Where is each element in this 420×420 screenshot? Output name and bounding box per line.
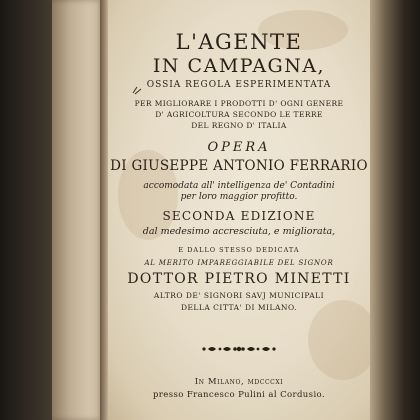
dedicatee-name: DOTTOR PIETRO MINETTI — [127, 271, 351, 287]
imprint-printer: presso Francesco Pulini al Cordusio. — [152, 390, 326, 400]
description-line2: D' AGRICOLTURA SECONDO LE TERRE — [155, 110, 323, 119]
edition-label: SECONDA EDIZIONE — [162, 209, 316, 223]
dedication-intro: E DALLO STESSO DEDICATA — [178, 246, 300, 254]
book-title-line1: L'AGENTE — [175, 30, 303, 54]
printer-ornament — [200, 344, 278, 354]
title-page — [108, 0, 370, 420]
author-name: DI GIUSEPPE ANTONIO FERRARIO — [110, 158, 368, 174]
adaptation-line2: per loro maggior profitto. — [180, 192, 298, 202]
left-page-edge — [52, 0, 104, 420]
description-line1: PER MIGLIORARE I PRODOTTI D' OGNI GENERE — [134, 99, 344, 108]
dedicatee-role-line2: DELLA CITTA' DI MILANO. — [180, 303, 298, 312]
opera-label: OPERA — [207, 140, 271, 155]
dedicatee-role-line1: ALTRO DE' SIGNORI SAVJ MUNICIPALI — [153, 291, 325, 300]
book-title-line2: IN CAMPAGNA, — [152, 55, 326, 77]
imprint-place-date: In Milano, mdcccxi — [194, 377, 284, 387]
title-page-text — [108, 0, 370, 420]
adaptation-line1: accomodata all' intelligenza de' Contadini — [143, 181, 335, 191]
description-line3: DEL REGNO D' ITALIA — [191, 121, 287, 130]
book-subtitle: OSSIA REGOLA ESPERIMENTATA — [146, 80, 332, 90]
augmented-note: dal medesimo accresciuta, e migliorata, — [142, 226, 336, 237]
merit-line: AL MERITO IMPAREGGIABILE DEL SIGNOR — [144, 259, 334, 267]
right-page-edge — [370, 0, 420, 420]
book-binding — [0, 0, 58, 420]
